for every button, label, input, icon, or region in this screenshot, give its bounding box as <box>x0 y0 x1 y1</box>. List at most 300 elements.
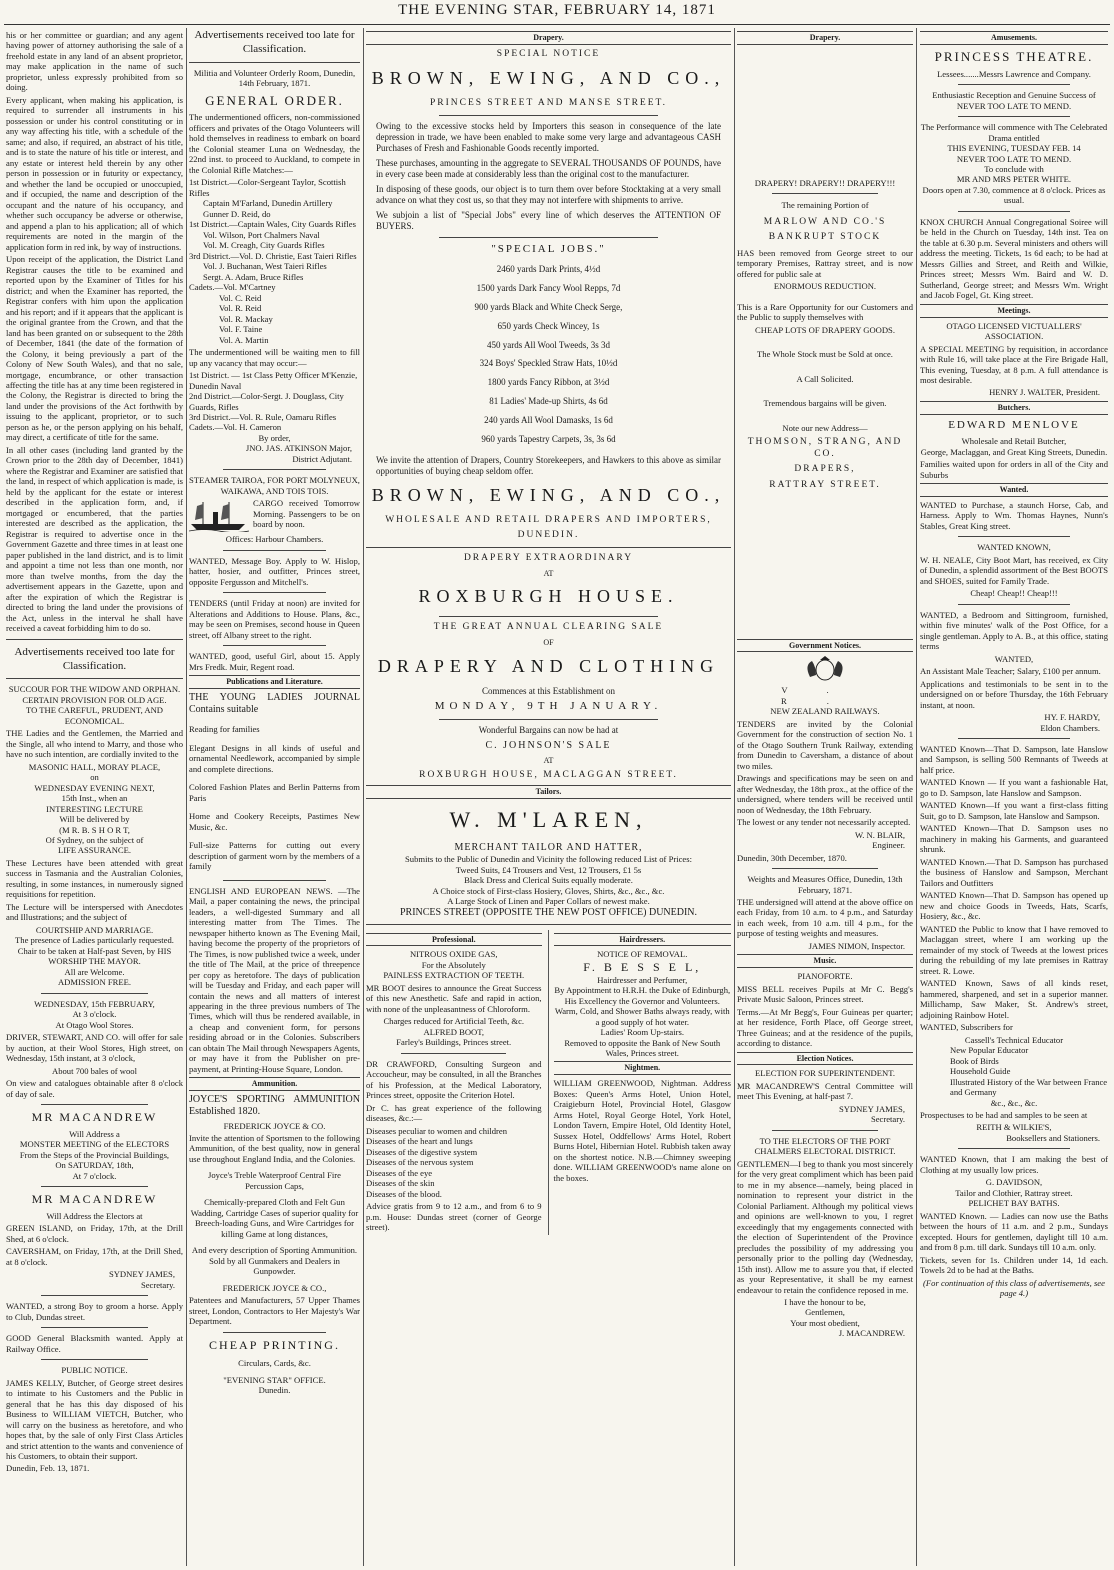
ad-text: At 7 o'clock. <box>72 1170 117 1181</box>
ad-date: Dunedin, Feb. 13, 1871. <box>6 1463 90 1474</box>
ad-headline: FREDERICK JOYCE & CO., <box>222 1282 327 1293</box>
ad-text: ADMISSION FREE. <box>57 977 132 988</box>
ad-headline: BANKRUPT STOCK <box>768 232 882 243</box>
divider <box>401 1053 506 1054</box>
wanted-ad: WANTED, Subscribers for <box>920 1022 1013 1033</box>
ad-text: Applications and testimonials to be sent in to the undersigned on or before Thursday, the 16th February instant, at noon. <box>920 678 1108 710</box>
ad-text: From the Steps of the Provincial Buildings, <box>19 1149 170 1160</box>
divider <box>958 536 1071 537</box>
ad-text: Lessees.......Messrs Lawrence and Company. <box>937 68 1091 79</box>
list-item: &c., &c., &c. <box>990 1097 1038 1108</box>
ad-headline: THOMSON, STRANG, AND CO. <box>747 437 903 459</box>
ad-text: The Performance will commence with The Celebrated Drama entitled <box>920 122 1108 143</box>
column-divider <box>186 28 187 1566</box>
signature: G. DAVIDSON, <box>985 1177 1043 1188</box>
tenders-ad: TENDERS (until Friday at noon) are invited for Alterations and Additions to House. Plans, &c., may be seen on Premises, second house in Queen street, off Albany street to the right. <box>189 598 360 640</box>
ad-text: Invite the attention of Sportsmen to the following Ammunition, of the best quality, now in general use throughout England India, and the Colonies. <box>189 1133 360 1164</box>
ad-headline: ENORMOUS REDUCTION. <box>773 281 877 292</box>
professional-column <box>366 930 542 1235</box>
signature: SYDNEY JAMES, <box>108 1269 175 1280</box>
ad-text: Removed to opposite the Bank of New South Wales, Princes street. <box>564 1037 721 1058</box>
ad-headline: LIFE ASSURANCE. <box>57 845 132 856</box>
divider <box>958 604 1071 605</box>
ad-text: The presence of Ladies particularly requested. <box>15 935 174 946</box>
wanted-ad: WANTED Known, that I am making the best of Clothing at my usually low prices. <box>920 1154 1108 1175</box>
masthead: THE EVENING STAR, FEBRUARY 14, 1871 <box>398 2 716 18</box>
wanted-ad: WANTED Known — If you want a fashionable Hat, go to D. Sampson, late Hanslow and Sampson. <box>920 777 1108 798</box>
ad-text: CAVERSHAM, on Friday, 17th, at the Drill Shed, at 8 o'clock. <box>6 1246 183 1267</box>
ad-text: About 700 bales of wool <box>52 1065 137 1076</box>
list-item: Cadets.—Vol. H. Cameron <box>189 422 282 433</box>
ad-text: These Lectures have been attended with great success in Tasmania and the Australian Colonies, resulting, in some instances, in numerously signed requisitions for repetition. <box>6 857 183 900</box>
divider <box>772 868 878 869</box>
ad-text: Terms.—At Mr Begg's, Four Guineas per quarter; at her residence, Forth Place, off George street, Three Guineas; and at the residence of the pupils, according to distance. <box>737 1006 913 1049</box>
ad-headline: STEAMER TAIROA, FOR PORT MOLYNEUX, WAIKAWA, AND TOIS TOIS. <box>189 475 360 496</box>
divider <box>958 211 1071 212</box>
signature: HENRY J. WALTER, President. <box>989 387 1100 398</box>
ad-text: Reading for families <box>189 724 260 735</box>
ad-headline: SPECIAL NOTICE <box>496 48 601 59</box>
section-heading: Professional. <box>366 933 542 947</box>
hairdressers-column <box>548 930 731 1235</box>
ad-text: Cheap! Cheap!! Cheap!!! <box>970 588 1058 599</box>
ad-text: MR BOOT desires to announce the Great Success of this new Anesthetic. Safe and rapid in action, with none of the unpleasantness of Chloroform. <box>366 982 542 1014</box>
ad-headline: CERTAIN PROVISION FOR OLD AGE. <box>22 694 167 705</box>
ad-headline: GENERAL ORDER. <box>205 92 344 108</box>
ad-text: On view and catalogues obtainable after 8 o'clock of day of sale. <box>6 1078 183 1099</box>
wanted-ad: WANTED Known, Saws of all kinds reset, hammered, sharpened, and set in a superior manner. Millichamp, Saw Maker, St. Andrew's street, adjoining Rainbow Hotel. <box>920 978 1108 1020</box>
ad-headline: WANTED KNOWN, <box>977 542 1051 553</box>
wanted-ad: WANTED Known.—That D. Sampson has purchased the business of Hanslow and Sampson, Merchant Tailors and Outfitters <box>920 856 1108 888</box>
ad-text: WEDNESDAY EVENING NEXT, <box>34 782 155 793</box>
ad-text: Commences at this Establishment on <box>482 685 615 696</box>
ad-text: Hairdresser and Perfumer, <box>597 974 688 985</box>
ad-headline: INTERESTING LECTURE <box>46 803 143 814</box>
ad-text: The undermentioned officers, non-commissioned officers and privates of the Otago Volunteers will hold themselves in readiness to embark on board the Colonial steamer Luna on Wednesday, the 22nd inst. to proceed to Auckland, to compete in the Colonial Rifle Matches:— <box>189 112 360 175</box>
wanted-ad: WANTED Known. — Ladies can now use the Baths between the hours of 11 a.m. and 2 p.m., Sundays excepted. Hours for gentlemen, daylight till 10 a.m. and from 8 p.m. till dark. Sundays till 10 a.m. only. <box>920 1210 1108 1253</box>
ad-headline: MR AND MRS PETER WHITE. <box>956 174 1072 185</box>
section-heading: Nightmen. <box>554 1061 731 1075</box>
section-heading: Drapery. <box>366 31 731 45</box>
ad-text: TENDERS are invited by the Colonial Government for the construction of section No. 1 of the Otago Southern Trunk Railway, extending from Dunedin to Caversham, a distance of about two miles. <box>737 718 913 771</box>
ad-text: Militia and Volunteer Orderly Room, Dunedin, 14th February, 1871. <box>193 67 356 89</box>
divider <box>223 550 326 551</box>
list-item: Vol. J. Buchanan, West Taieri Rifles <box>203 261 327 272</box>
ad-headline: COURTSHIP AND MARRIAGE. <box>35 924 154 935</box>
wanted-ad: WANTED, a strong Boy to groom a horse. Apply to Club, Dundas street. <box>6 1301 183 1322</box>
list-item: Vol. Wilson, Port Chalmers Naval <box>203 229 320 240</box>
signature-title: Secretary. <box>140 1279 175 1290</box>
divider <box>41 1327 147 1328</box>
divider <box>439 115 658 116</box>
ad-text: Colored Fashion Plates and Berlin Patterns from Paris <box>189 782 360 803</box>
ad-headline: PELICHET BAY BATHS. <box>968 1198 1060 1209</box>
list-item: Vol. M. Creagh, City Guards Rifles <box>203 240 325 251</box>
special-jobs-list <box>366 260 731 449</box>
section-heading: Butchers. <box>920 401 1108 415</box>
ad-text: Of Sydney, on the subject of <box>45 834 144 845</box>
list-item: Diseases peculiar to women and children <box>366 1125 508 1136</box>
signature: J. MACANDREW. <box>838 1328 905 1339</box>
list-item: 1st District. — 1st Class Petty Officer M'Kenzie, Dunedin Naval <box>189 370 358 391</box>
ad-headline: FREDERICK JOYCE & CO. <box>223 1120 326 1131</box>
divider <box>189 62 360 63</box>
ad-text: We invite the attention of Drapers, Country Storekeepers, and Hawkers to this above as similar opportunities of buying cheap seldom offer. <box>376 454 721 476</box>
signature-title: Secretary. <box>870 1114 905 1125</box>
signature: SYDNEY JAMES, <box>838 1103 905 1114</box>
ad-text: In disposing of these goods, our object is to turn them over before Stocktaking at a very small advance on what they cost us, so that they may not interfere with shipments to arrive. <box>376 183 721 205</box>
wanted-ad: WANTED Known—That D. Sampson uses no machinery in making his Garments, and guaranteed shrunk. <box>920 823 1108 855</box>
ad-headline: PRINCESS THEATRE. <box>934 48 1094 64</box>
ad-text: Weights and Measures Office, Dunedin, 13th February, 1871. <box>747 874 903 895</box>
brown-ewing-logo: BROWN, EWING, AND CO., <box>371 68 726 89</box>
divider <box>772 193 878 194</box>
signature: W. N. BLAIR, <box>854 829 905 840</box>
ad-text: OF <box>543 637 554 647</box>
nightman-ad: WILLIAM GREENWOOD, Nightman. Address Boxes: Queen's Arms Hotel, Union Hotel, Craigieburn Hotel, Provincial Hotel, Glasgow Arms Hotel, Royal George Hotel, York Hotel, London Tavern, Empire Hotel, Old Identity Hotel, Sussex Hotel, Oddfellows' Arms Hotel, Robert Burns Hotel, Hibernian Hotel. Rubbish taken away on the shortest notice. N.B.—Chimney sweeping done. WILLIAM GREENWOOD's name alone on the boxes. <box>553 1078 731 1183</box>
section-heading: Publications and Literature. <box>189 675 360 689</box>
ad-text: AT <box>543 756 554 766</box>
ad-headline: TO THE ELECTORS OF THE PORT CHALMERS ELECTORAL DISTRICT. <box>754 1135 896 1157</box>
list-item: 2nd District.—Color-Sergt. J. Douglass, City Guards, Rifles <box>189 391 344 412</box>
divider <box>41 1186 147 1187</box>
signature: ALFRED BOOT, <box>423 1026 484 1037</box>
list-item: 1500 yards Dark Fancy Wool Repps, 7d <box>476 282 621 293</box>
ad-text: By Appointment to H.R.H. the Duke of Edinburgh, His Excellency the Governor and Volunteers. <box>554 985 731 1006</box>
wanted-ad: WANTED Known—That D. Sampson, late Hanslow and Sampson, is selling 500 Remnants of Tweeds at half price. <box>920 744 1108 775</box>
list-item: 240 yards All Wool Damasks, 1s 6d <box>484 415 613 426</box>
ad-headline: ELECTION FOR SUPERINTENDENT. <box>755 1068 895 1079</box>
signature-title: Eldon Chambers. <box>1040 722 1100 733</box>
ad-text: Will Address the Electors at <box>46 1210 143 1221</box>
list-item: Vol. F. Taine <box>219 324 263 335</box>
ad-text: To conclude with <box>984 164 1044 174</box>
ad-text: Home and Cookery Receipts, Pastimes New Music, &c. <box>189 811 360 832</box>
list-item: Sergt. A. Adam, Bruce Rifles <box>203 271 304 282</box>
divider <box>958 84 1071 85</box>
ad-headline: "SPECIAL JOBS." <box>491 242 606 255</box>
section-heading: Ammunition. <box>189 1077 360 1091</box>
list-item: Vol. C. Reid <box>219 292 262 303</box>
ad-headline: NEW ZEALAND RAILWAYS. <box>770 706 880 717</box>
ad-headline: PIANOFORTE. <box>797 971 853 982</box>
list-item: Diseases of the heart and lungs <box>366 1136 473 1147</box>
wanted-ad: WANTED, a Bedroom and Sittingroom, furnished, within five minutes' walk of the Post Office, for a single gentleman. Apply to A. B., at this office, stating terms <box>920 609 1108 652</box>
list-item: Gunner D. Reid, do <box>203 208 271 219</box>
ad-text: KNOX CHURCH Annual Congregational Soiree will be held in the Church on Tuesday, 14th inst. Tea on the table at 6.30 p.m. Several ministers and others will address the meeting. Tickets, 1s 6d each; to be had at Messrs Gillies and Street, and Reith and Wilkie, Princes street; Messrs Wm. Baird and W. D. Sutherland, George street; and Messrs Wm. Wright and Jacob Fogel, Gt. King street. <box>920 216 1108 301</box>
list-item: 900 yards Black and White Check Serge, <box>474 301 623 312</box>
ad-text: Joyce's Treble Waterproof Central Fire Percussion Caps, <box>208 1170 341 1191</box>
ad-text: Doors open at 7.30, commence at 8 o'clock. Prices as usual. <box>922 184 1106 206</box>
ad-text: MISS BELL receives Pupils at Mr C. Begg's Private Music Saloon, Princes street. <box>737 983 913 1005</box>
list-item: Vol. R. Reid <box>219 303 262 314</box>
signature: HY. F. HARDY, <box>1044 712 1100 723</box>
ad-text: Patentees and Manufacturers, 57 Upper Thames street, London, Contractors to Her Majesty's War Department. <box>189 1295 360 1327</box>
ad-date: MONDAY, 9TH JANUARY. <box>434 700 663 713</box>
list-item: Diseases of the skin <box>366 1178 435 1189</box>
land-act-paragraph: his or her committee or guardian; and any agent having power of attorney authorising the sale of a freehold estate in any land of an absent proprietor, may make application in the name of such proprietor, unless expressly prohibited from so doing. <box>6 30 183 93</box>
ad-headline: CHEAP PRINTING. <box>209 1337 340 1352</box>
section-heading: Hairdressers. <box>554 933 731 947</box>
ad-text: On SATURDAY, 18th, <box>55 1160 134 1171</box>
divider <box>41 1359 147 1360</box>
ad-text: Enthusiastic Reception and Genuine Success of <box>932 90 1096 101</box>
ad-text: 15th Inst., when an <box>61 793 128 804</box>
ad-date: Dunedin, 30th December, 1870. <box>737 852 847 863</box>
auction-ad: DRIVER, STEWART, AND CO. will offer for sale by auction, at their Wool Stores, High street, on Wednesday, 15th instant, at 3 o'clock, <box>6 1032 183 1064</box>
land-act-paragraph: Every applicant, when making his application, is required to surrender all instruments in his possession or under his control constituting or in any way affecting his title, with a schedule of the same; and also, if required, an abstract of his title, and is to state the nature of his title or interest, and any estate or interest held therein by any other person in possession or in futurity or expectancy, and whether the land be occupied or unoccupied, and if occupied, the name and description of the occupant and the nature of his occupancy, and whether such occupancy be adverse or otherwise, and append a plan to his application; all of which requirements are noted in the margin of the application form in red ink, by way of instructions. <box>6 94 183 252</box>
ad-text: For the Absolutely <box>421 959 486 970</box>
news-ad: ENGLISH AND EUROPEAN NEWS. —The Mail, a paper containing the news, the principal leaders, a well-digested Summary and all interesting matter from The Times. The newspaper hitherto known as The Evening Mail, having become the property of the proprietors of The Times, is now published twice a week, under the title of The Mail, at the price of threepence per copy as heretofore. The days of publication will be Tuesday and Friday, and each paper will contain the news and all matters of interest appearing in the three previous numbers of The Times, which will thus be rendered available, in a cheap and convenient form, for persons residing abroad or in the Colonies. Subscribers can obtain The Mail through Newspapers Agents, or may have it from the Publisher on pre-payment, at Printing-House Square, London. <box>189 885 360 1074</box>
section-heading: Election Notices. <box>737 1052 913 1066</box>
ad-text: The Whole Stock must be Sold at once. <box>757 349 893 360</box>
divider <box>958 116 1071 117</box>
list-item: New Popular Educator <box>950 1045 1029 1056</box>
ad-headline: THE YOUNG LADIES JOURNAL Contains suitable <box>189 691 360 716</box>
section-heading: Drapery. <box>737 31 913 45</box>
section-heading: Amusements. <box>920 31 1108 45</box>
ad-address: ROXBURGH HOUSE, MACLAGGAN STREET. <box>419 769 678 780</box>
divider <box>439 237 658 238</box>
ad-headline: WEDNESDAY, 15th FEBRUARY, <box>34 998 155 1009</box>
ad-headline: MR MACANDREW <box>31 1110 158 1125</box>
ad-headline: C. JOHNSON'S SALE <box>485 739 612 751</box>
list-item: Illustrated History of the War between France and Germany <box>950 1076 1108 1098</box>
ad-headline: THIS EVENING, TUESDAY FEB. 14 <box>947 143 1081 154</box>
list-item: Diseases of the blood. <box>366 1188 442 1199</box>
signature-title: Engineer. <box>872 840 905 851</box>
masthead-rule <box>4 24 1110 25</box>
ad-text: The undermentioned will be waiting men to fill up any vacancy that may occur:— <box>189 347 360 368</box>
ad-headline: "EVENING STAR" OFFICE. <box>223 1374 326 1385</box>
ad-text: DRAPERS, <box>794 464 856 475</box>
wanted-ad: WANTED the Public to know that I have removed to Maclaggan street, where I am working up the remainder of my stock of Tweeds at the lowest prices during the rebuilding of my late premises in Rattray street. R. Lowe. <box>920 923 1108 976</box>
ad-headline: MONSTER MEETING of the ELECTORS <box>19 1139 170 1150</box>
ad-headline: CHEAP LOTS OF DRAPERY GOODS. <box>755 324 895 335</box>
ad-text: CARGO received Tomorrow Morning. Passengers to be on board by noon. <box>253 498 360 530</box>
divider <box>6 639 183 640</box>
ad-text: Wonderful Bargains can now be had at <box>478 724 619 735</box>
ad-text: Tickets, seven for 1s. Children under 14, 1d each. Towels 2d to be had at the Baths. <box>920 1254 1108 1276</box>
ad-text: We subjoin a list of "Special Jobs" every line of which deserves the ATTENTION OF BUYERS. <box>376 209 721 231</box>
signature-title: District Adjutant. <box>292 453 352 464</box>
ad-text: Note our new Address— <box>782 422 868 433</box>
list-item: 1st District.—Captain Wales, City Guards Rifles <box>189 219 356 230</box>
ad-text: DUNEDIN. <box>517 530 580 541</box>
wanted-ad: WANTED Known—That D. Sampson has opened up new and choice Goods in Tweeds, Hats, Scarfs, Hosiery, &c., &c. <box>920 890 1108 922</box>
bottom-ads-row <box>366 930 731 1235</box>
signature-title: Booksellers and Stationers. <box>1006 1132 1100 1143</box>
ad-text: The remaining Portion of <box>781 200 869 211</box>
list-item: Household Guide <box>950 1066 1011 1077</box>
ad-text: Advice gratis from 9 to 12 a.m., and from 6 to 9 p.m. House: Dundas street (corner of George street). <box>366 1201 542 1233</box>
divider <box>223 592 326 593</box>
ad-headline: DRAPERY EXTRAORDINARY <box>463 552 634 563</box>
divider <box>41 1295 147 1296</box>
list-item: 3rd District.—Vol. D. Christie, East Taieri Rifles <box>189 250 357 261</box>
list-item: 81 Ladies' Made-up Shirts, 4s 6d <box>489 396 608 407</box>
ad-text: Charges reduced for Artificial Teeth, &c. <box>383 1016 525 1027</box>
ad-text: Wholesale and Retail Butcher, <box>961 436 1067 447</box>
ad-text: Warm, Cold, and Shower Baths always ready, with a good supply of hot water. <box>554 1006 730 1027</box>
divider <box>41 993 147 994</box>
list-item: Captain M'Farland, Dunedin Artillery <box>203 198 333 209</box>
ad-text: Tremendous bargains will be given. <box>763 398 887 409</box>
divider <box>223 469 326 470</box>
section-heading: Meetings. <box>920 304 1108 318</box>
ad-text: Will be delivered by <box>59 814 130 825</box>
ad-address: George, Maclaggan, and Great King Streets, Dunedin. <box>920 446 1108 457</box>
ad-headline: REITH & WILKIE'S, <box>976 1122 1052 1133</box>
ad-text: At Otago Wool Stores. <box>55 1019 134 1030</box>
brown-ewing-logo: BROWN, EWING, AND CO., <box>371 484 726 505</box>
signature: JAMES NIMON, Inspector. <box>808 940 905 951</box>
list-item: Book of Birds <box>950 1055 999 1066</box>
ad-text: Will Address a <box>69 1128 120 1139</box>
section-heading: Advertisements received too late for Classification. <box>194 29 355 56</box>
ad-headline: EDWARD MENLOVE <box>948 418 1080 431</box>
list-item: 1800 yards Fancy Ribbon, at 3½d <box>487 377 610 388</box>
ad-headline: WANTED, <box>994 653 1034 664</box>
ad-headline: PAINLESS EXTRACTION OF TEETH. <box>383 970 525 981</box>
ad-text: Elegant Designs in all kinds of useful and ornamental Needlework, accompanied by simple and complete directions. <box>189 742 360 774</box>
ad-text: GREEN ISLAND, on Friday, 17th, at the Drill Shed, at 6 o'clock. <box>6 1223 183 1244</box>
list-item: Vol. A. Martin <box>219 334 269 345</box>
list-item: 3rd District.—Vol. R. Rule, Oamaru Rifles <box>189 411 337 422</box>
ad-headline: NOTICE OF REMOVAL. <box>597 949 688 960</box>
ad-text: Gentlemen, <box>805 1307 845 1318</box>
ad-address: Tailor and Clothier, Rattray street. <box>955 1187 1073 1198</box>
divider <box>223 1332 326 1333</box>
section-heading: Wanted. <box>920 483 1108 497</box>
ad-headline: PUBLIC NOTICE. <box>61 1365 128 1376</box>
ad-text: And every description of Sporting Ammunition. Sold by all Gunmakers and Dealers in Gunpowder. <box>191 1245 358 1277</box>
continuation-note: (For continuation of this class of advertisements, see page 4.) <box>923 1277 1105 1299</box>
list-item: 450 yards All Wool Tweeds, 3s 3d <box>486 339 611 350</box>
ad-text: Dr C. has great experience of the following diseases, &c.:— <box>366 1102 542 1124</box>
wanted-ad: WANTED, Message Boy. Apply to W. Hislop, hatter, hosier, and outfitter, Princes street, opposite Fergusson and Mitchell's. <box>189 555 360 587</box>
ad-text: THE undersigned will attend at the above office on each Friday, from 10 a.m. to 4 p.m., and Saturday in each week, from 10 a.m. till 4 p.m., for the purpose of testing weights and measures. <box>737 896 913 939</box>
list-item: Diseases of the nervous system <box>366 1157 474 1168</box>
ad-headline: JOYCE'S SPORTING AMMUNITION Established 1820. <box>189 1094 360 1118</box>
column-1 <box>6 28 183 1566</box>
wanted-ad: W. H. NEALE, City Boot Mart, has received, ex City of Dunedin, a splendid assortment of the Best BOOTS and SHOES, suited for Family Trade. <box>920 554 1108 586</box>
list-item: Diseases of the digestive system <box>366 1146 478 1157</box>
ad-text: on <box>90 772 99 783</box>
ad-headline: MARLOW AND CO.'S <box>763 216 887 227</box>
ad-text: Full-size Patterns for cutting out every description of garment worn by the members of a family <box>189 840 360 872</box>
wanted-ad: WANTED Known—If you want a first-class fitting Suit, go to D. Sampson, late Hanslow and Sampson. <box>920 800 1108 821</box>
list-item: Cadets.—Vol. M'Cartney <box>189 282 276 293</box>
ad-text: A Large Stock of Linen and Paper Collars of newest make. <box>447 896 650 907</box>
ad-text: A SPECIAL MEETING by requisition, in accordance with Rule 16, will take place at the Fire Brigade Hall, This evening, Tuesday, at 8 p.m. A full attendance is most desirable. <box>920 343 1108 385</box>
signature: JNO. JAS. ATKINSON Major, <box>245 443 352 454</box>
ad-address: PRINCES STREET AND MANSE STREET. <box>429 98 668 109</box>
public-notice: JAMES KELLY, Butcher, of George street desires to intimate to his Customers and the Public in general that he has this day disposed of his Business to WILLIAM VIETCH, Butcher, who will carry on the business as heretofore, and who hopes that, by the sale of only First Class Articles and strict attention to the wants and convenience of his Customers, to obtain their support. <box>6 1377 183 1461</box>
ad-text: Offices: Harbour Chambers. <box>225 534 324 545</box>
list-item: 324 Boys' Speckled Straw Hats, 10½d <box>479 358 618 369</box>
column-divider <box>734 28 735 1566</box>
ad-text: Your most obedient, <box>790 1317 860 1328</box>
ad-text: Owing to the excessive stocks held by Importers this season in consequence of the late depression in trade, we have been enabled to make some very large and advantageous CASH Purchases of Fresh and Fashionable Goods recently imported. <box>376 120 721 153</box>
list-item: Diseases of the eye <box>366 1167 433 1178</box>
ad-text: The Lecture will be interspersed with Anecdotes and Illustrations; and the subject of <box>6 901 183 923</box>
divider <box>223 880 326 881</box>
section-heading: Tailors. <box>366 785 731 799</box>
column-divider <box>363 28 364 1566</box>
venue: MASONIC HALL, MORAY PLACE, <box>28 761 161 772</box>
speaker-name: (M R. B. S H O R T, <box>59 824 130 835</box>
ad-text: AT <box>543 568 554 578</box>
ad-headline: NEVER TOO LATE TO MEND. <box>956 100 1072 111</box>
ad-address: Farley's Buildings, Princes street. <box>396 1037 512 1048</box>
ad-text: At 3 o'clock. <box>72 1009 117 1020</box>
list-item: 650 yards Check Wincey, 1s <box>497 320 600 331</box>
ad-headline: SUCCOUR FOR THE WIDOW AND ORPHAN. <box>8 684 181 695</box>
column-2 <box>189 28 360 1566</box>
ad-headline: DRAPERY! DRAPERY!! DRAPERY!!! <box>754 177 896 188</box>
list-item: Vol. R. Mackay <box>219 313 273 324</box>
ad-address: RATTRAY STREET. <box>769 479 881 490</box>
divider <box>439 719 658 720</box>
wanted-ad: An Assistant Male Teacher; Salary, £100 per annum. <box>920 666 1101 677</box>
ad-address: PRINCES STREET (OPPOSITE THE NEW POST OFFICE) DUNEDIN. <box>399 906 698 918</box>
column-5 <box>920 28 1108 1566</box>
ad-headline: F. B E S S E L, <box>583 959 702 974</box>
column-4 <box>737 28 913 1566</box>
column-divider <box>916 28 917 1566</box>
ad-text: THE Ladies and the Gentlemen, the Married and the Single, all who intend to Marry, and those who have no such intention, are cordially invited to the <box>6 728 183 760</box>
blank-space <box>737 496 913 636</box>
divider <box>772 1130 878 1131</box>
ad-headline: MERCHANT TAILOR AND HATTER, <box>454 841 643 853</box>
ad-text: This is a Rare Opportunity for our Customers and the Public to supply themselves with <box>737 301 913 323</box>
list-item: 2460 yards Dark Prints, 4½d <box>496 263 601 274</box>
list-item: Cassell's Technical Educator <box>964 1034 1064 1045</box>
land-act-paragraph: In all other cases (including land granted by the Crown prior to the 28th day of December, 1841) where the Registrar and Examiner are satisfied that the land, in respect of which application is made, is held by the applicant for the estate or interest described in the application form, and, if mortgaged or encumbered, that the parties interested are described as the application, the Registrar is required to advertise once in the Government Gazette and three times in at least one paper published in the land district, and is to limit and appoint a time not less than one month, nor more than twelve months, from the day the advertisement appears in the Gazette, upon and after the expiration of which the Registrar is directed to bring the land under the provisions of the Act, unless in the interval he shall have received a caveat forbidding him to do so. <box>6 444 183 634</box>
ad-headline: OTAGO LICENSED VICTUALLERS' ASSOCIATION. <box>946 320 1082 342</box>
mlaren-logo: W. M'LAREN, <box>449 807 648 833</box>
ad-text: Ladies' Room Up-stairs. <box>600 1027 684 1038</box>
divider <box>6 678 183 679</box>
ad-text: DR CRAWFORD, Consulting Surgeon and Accoucheur, may be consulted, in all the Branches of his Profession, at the Medical Laboratory, Princes street, opposite the Criterion Hotel. <box>366 1058 542 1101</box>
blank-space <box>737 48 913 178</box>
steamship-icon <box>189 498 249 532</box>
ad-text: All are Welcome. <box>64 966 125 977</box>
divider <box>958 1148 1071 1149</box>
ad-text: These purchases, amounting in the aggregate to SEVERAL THOUSANDS OF POUNDS, have in every case been made at considerably less than the original cost to the manufacturer. <box>376 157 721 179</box>
ad-text: The lowest or any tender not necessarily accepted. <box>737 817 911 828</box>
list-item: 960 yards Tapestry Carpets, 3s, 3s 6d <box>481 434 616 444</box>
divider <box>439 616 658 617</box>
ad-text: Chemically-prepared Cloth and Felt Gun Wadding, Cartridge Cases of superior quality for Breech-loading Guns, and Wire Cartridges for killing Game at long distances, <box>190 1197 359 1239</box>
ad-text: A Call Solicited. <box>796 373 854 384</box>
section-heading: Government Notices. <box>737 639 913 653</box>
divider <box>41 1104 147 1105</box>
wanted-ad: GOOD General Blacksmith wanted. Apply at Railway Office. <box>6 1333 183 1354</box>
ad-headline: NITROUS OXIDE GAS, <box>409 949 498 960</box>
ad-text: By order, <box>258 432 291 443</box>
divider <box>366 924 731 925</box>
list-item: 1st District.—Color-Sergeant Taylor, Scottish Rifles <box>189 177 346 198</box>
ad-headline: NEVER TOO LATE TO MEND. <box>956 153 1072 164</box>
ad-text: Drawings and specifications may be seen on and after Wednesday, the 18th prox., at the office of the undersigned, where tenders will be received until noon of Wednesday, the 18th February. <box>737 773 913 815</box>
ad-text: A Choice stock of First-class Hosiery, Gloves, Shirts, &c., &c., &c. <box>432 885 665 896</box>
crest-initials: V. R. <box>781 685 869 706</box>
divider <box>958 738 1071 739</box>
divider <box>366 547 731 548</box>
ad-text: Circulars, Cards, &c. <box>238 1358 311 1369</box>
